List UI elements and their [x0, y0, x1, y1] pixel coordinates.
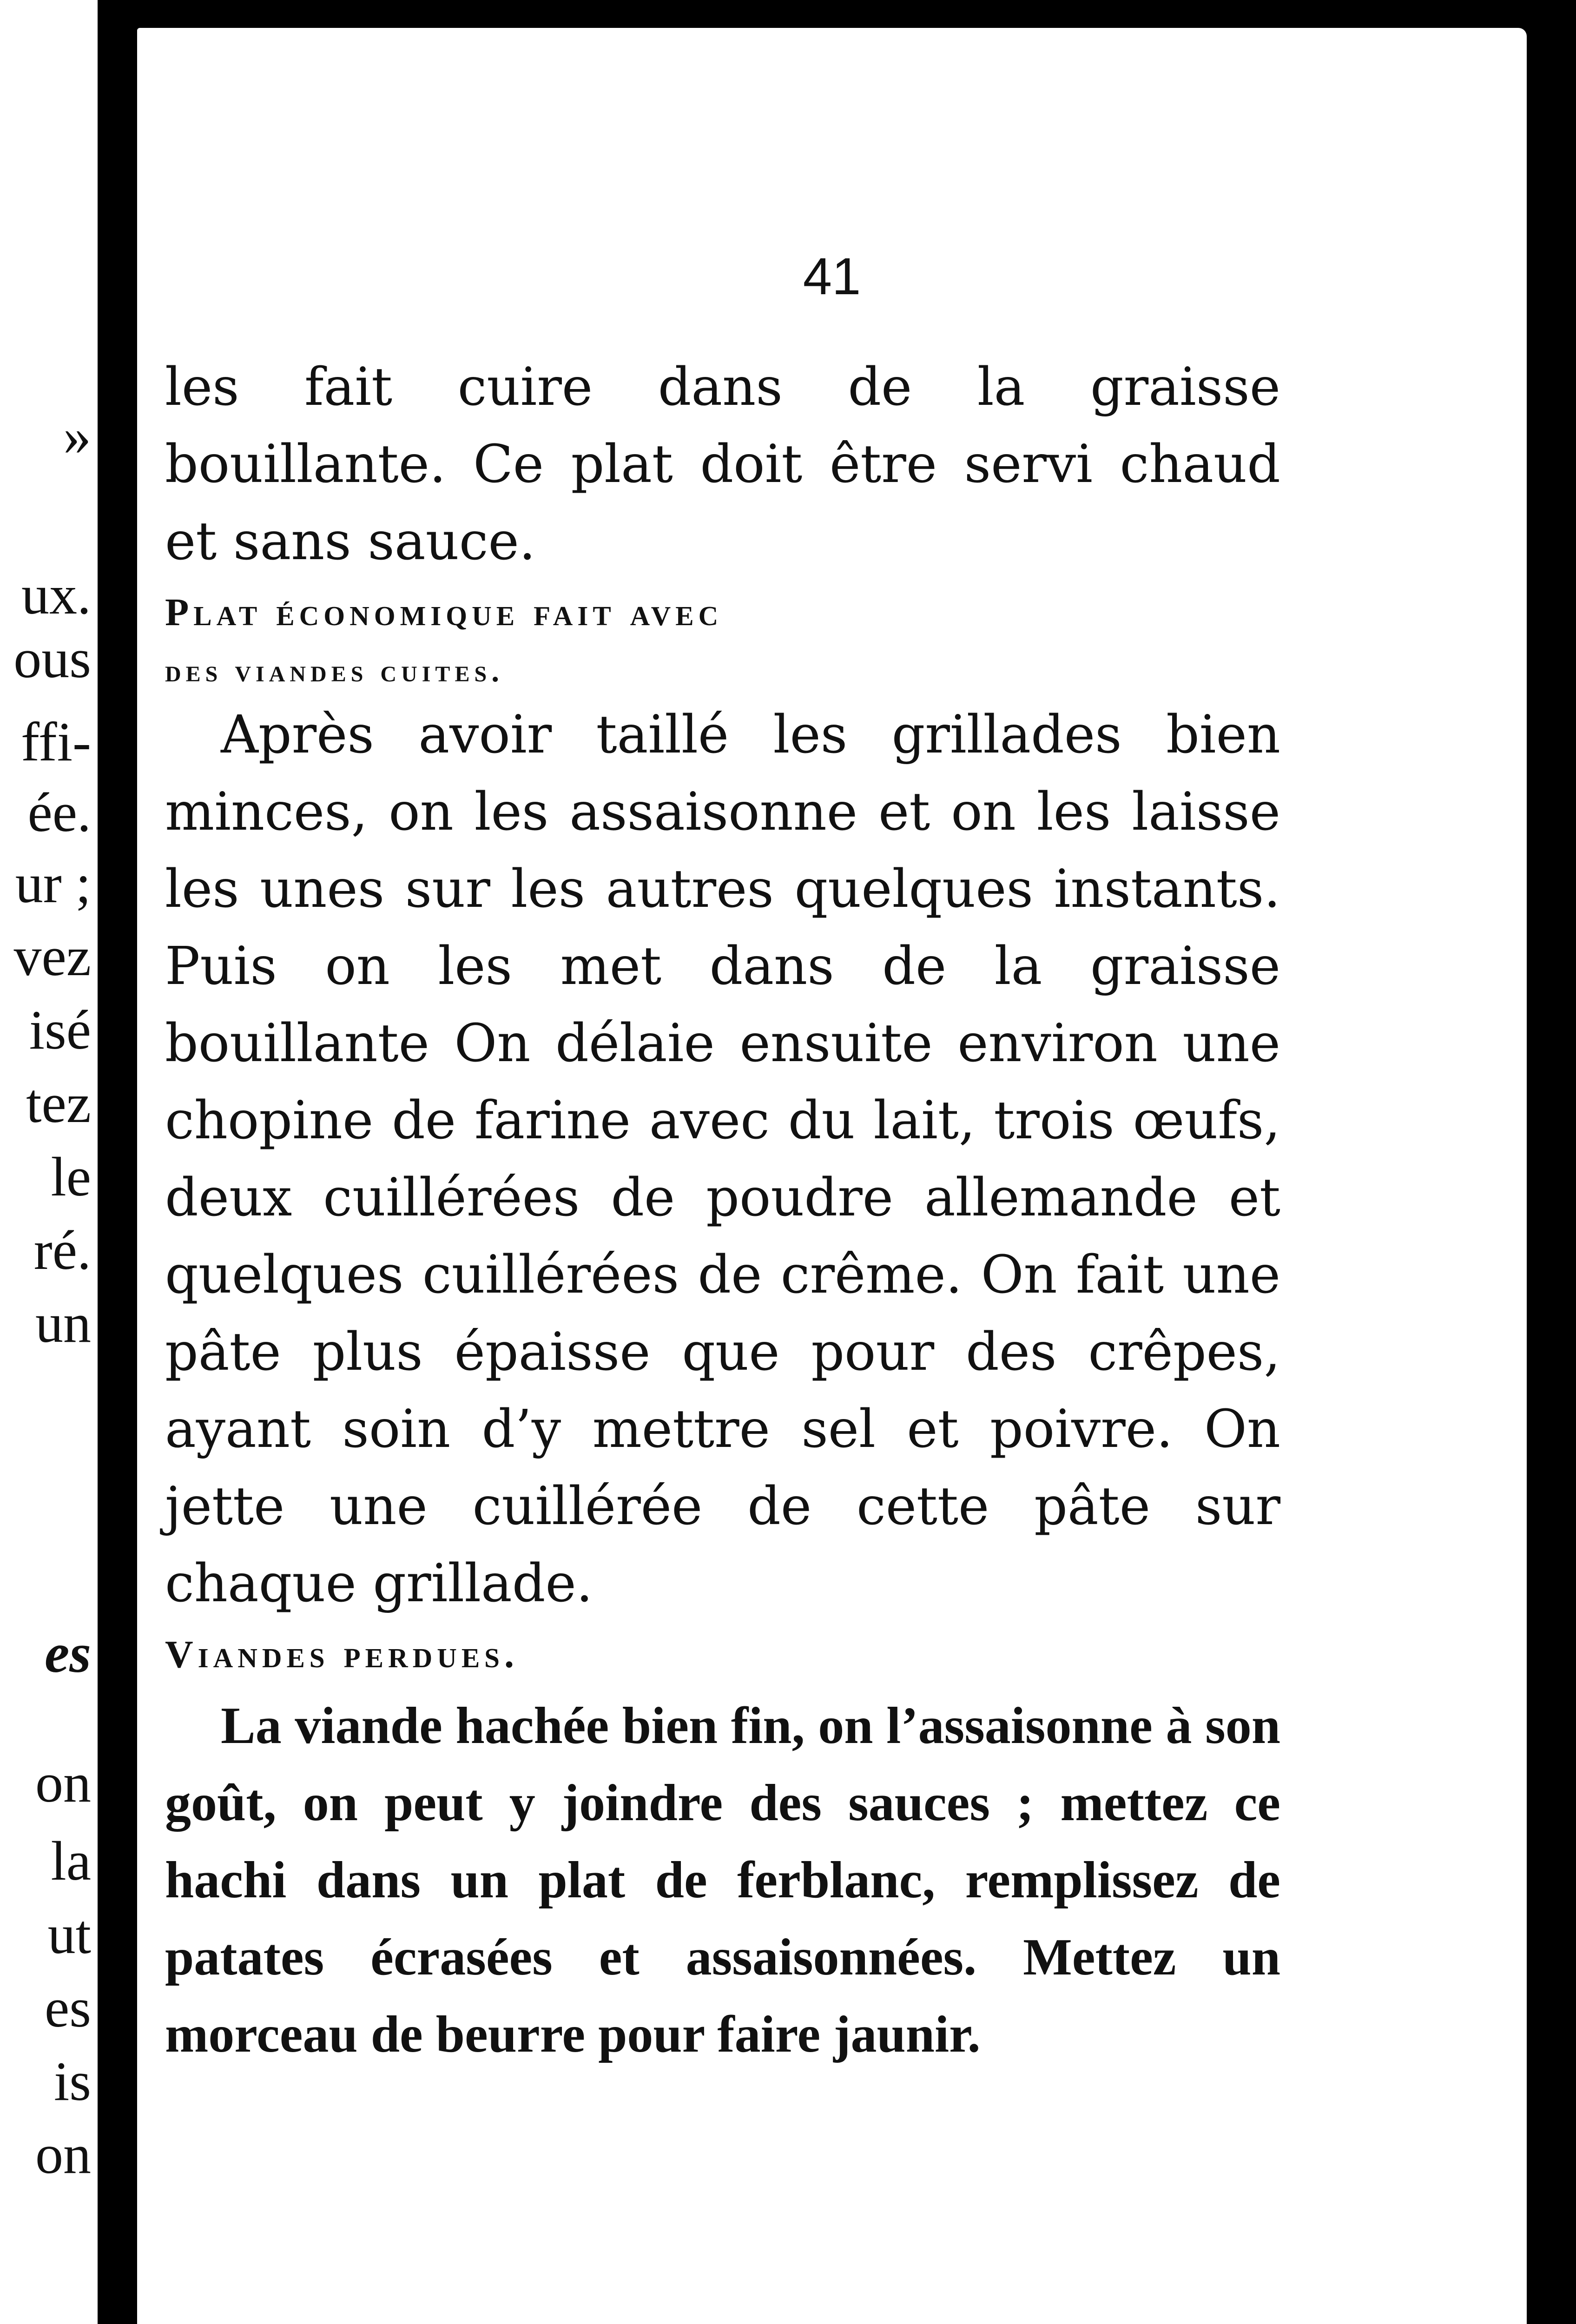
facing-page-fragment: ux. [21, 564, 91, 626]
section-heading-1-line1: Plat économique fait avec [165, 591, 723, 634]
book-gutter [98, 0, 137, 2324]
section-heading-1-sub [165, 645, 1280, 696]
facing-page-fragment: isé [29, 999, 91, 1061]
facing-page-fragment: un [35, 1292, 91, 1354]
facing-page-fragment: ée. [27, 781, 91, 844]
facing-page-fragment: on [35, 2123, 91, 2185]
paragraph-viandes-perdues: La viande hachée bien fin, on l’assaisonne à son goût, on peut y joindre des sauces ; mettez ce hachi dans un plat de ferblanc, remplissez de patates écrasées et assaisonnées. Mettez un morceau de beurre pour faire jaunir. [165, 1697, 1280, 2063]
section-heading-1 [165, 580, 1280, 645]
page-content [165, 349, 1280, 2073]
page-number: 41 [803, 247, 861, 305]
facing-page-fragment: vez [13, 925, 91, 988]
facing-page-fragment: la [51, 1830, 91, 1892]
facing-page-fragment: tez [26, 1072, 91, 1134]
facing-page-fragment: ous [13, 627, 91, 689]
facing-page-text [0, 0, 98, 2324]
facing-page-fragment: es [45, 1976, 91, 2039]
book-page [137, 28, 1527, 2324]
facing-page-fragment: is [53, 2050, 91, 2112]
facing-page-fragment: es [45, 1622, 91, 1684]
facing-page-strip [0, 0, 98, 2324]
facing-page-fragment: ut [47, 1903, 91, 1966]
facing-page-fragment: on [35, 1751, 91, 1814]
facing-page-fragment: ur ; [15, 852, 91, 914]
facing-page-fragment: le [51, 1145, 91, 1208]
section-heading-2: Viandes perdues. [165, 1633, 519, 1676]
facing-page-fragment: » [63, 405, 91, 467]
section-heading-1-line2: des viandes cuites. [165, 653, 504, 688]
intro-text: les fait cuire dans de la graisse bouillante. Ce plat doit être servi chaud et sans sauce. [165, 357, 1280, 572]
facing-page-fragment: ré. [33, 1219, 91, 1281]
facing-page-fragment: ffi- [20, 710, 91, 772]
paragraph-plat-economique: Après avoir taillé les grillades bien minces, on les assaisonne et on les laisse les unes sur les autres quelques instants. Puis on les met dans de la graisse bouillante On délaie ensuite environ une chopine de farine avec du lait, trois œufs, deux cuillérées de poudre allemande et quelques cuillérées de crême. On fait une pâte plus épaisse que pour des crêpes, ayant soin d’y mettre sel et poivre. On jette une cuillérée de cette pâte sur chaque grillade. [165, 705, 1280, 1614]
